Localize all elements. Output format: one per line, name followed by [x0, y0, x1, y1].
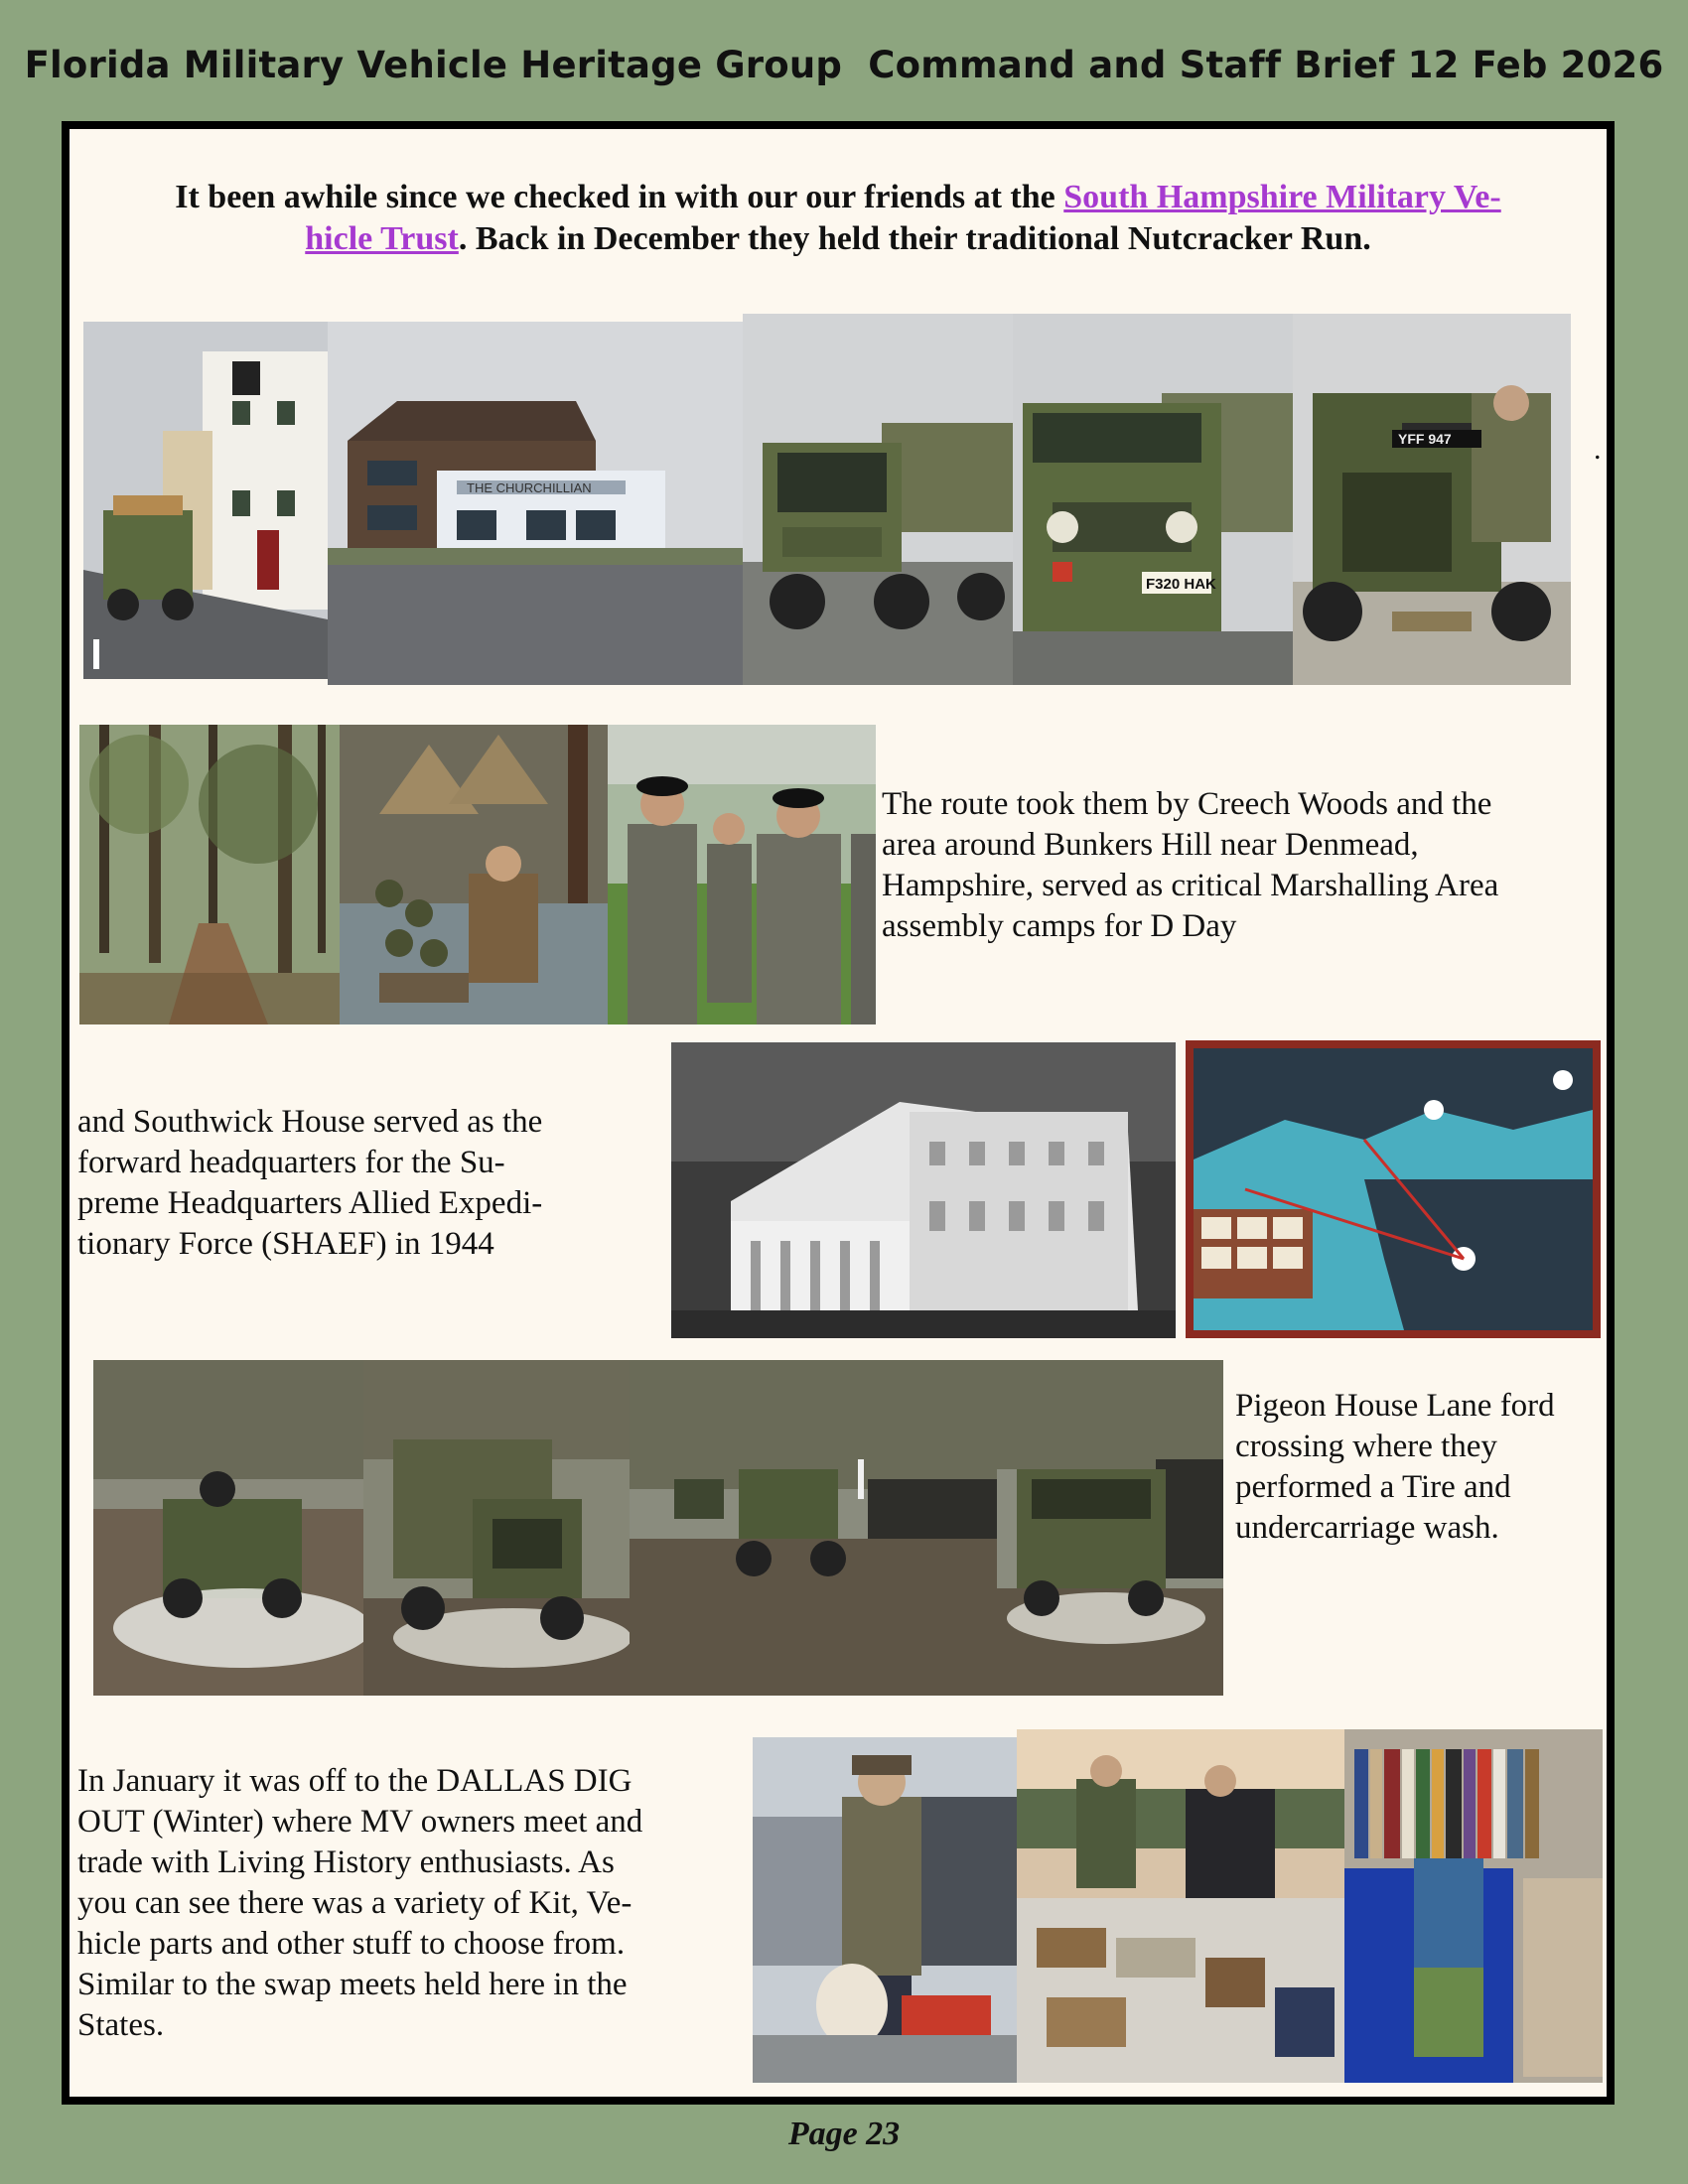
- photo-gmc-truck-ford: [363, 1360, 630, 1696]
- dallas-caption-line-5: hicle parts and other stuff to choose from.: [77, 1926, 626, 1962]
- photo-swap-meet-table: [1017, 1729, 1344, 2083]
- intro-text-start: It been awhile since we checked in with our our friends at the: [175, 179, 1064, 215]
- intro-text-end: . Back in December they held their traditional Nutcracker Run.: [458, 220, 1371, 257]
- ford-caption-line-1: Pigeon House Lane ford: [1235, 1388, 1555, 1424]
- content-panel: [62, 121, 1615, 2105]
- intro-line-2: [70, 218, 1607, 260]
- dallas-caption-line-6: Similar to the swap meets held here in the: [77, 1967, 628, 2002]
- plate-right: YFF 947: [1398, 431, 1452, 447]
- southwick-caption-line-1: and Southwick House served as the: [77, 1104, 543, 1140]
- ford-caption-line-4: undercarriage wash.: [1235, 1510, 1499, 1546]
- southwick-caption-line-3: preme Headquarters Allied Expedi-: [77, 1185, 543, 1221]
- photo-churchillian-pub: [328, 322, 743, 685]
- page-number: Page 23: [787, 2116, 901, 2152]
- ford-caption-line-2: crossing where they: [1235, 1429, 1497, 1464]
- photo-books-crate: [1344, 1729, 1603, 2083]
- dallas-caption-line-7: States.: [77, 2007, 165, 2043]
- photo-land-rover: [1013, 314, 1293, 685]
- photo-southwick-house: [671, 1042, 1176, 1338]
- photo-reenactor-camp: [340, 725, 608, 1024]
- woods-caption-line-2: area around Bunkers Hill near Denmead,: [882, 827, 1419, 863]
- plate-centre: F320 HAK: [1146, 576, 1216, 593]
- ford-caption: [1235, 1386, 1555, 1549]
- photo-dday-map-room: [1186, 1040, 1601, 1338]
- smvt-link-part2[interactable]: hicle Trust: [305, 220, 459, 257]
- photo-jeeps-lane-ford: [630, 1360, 997, 1696]
- dallas-caption-line-3: trade with Living History enthusiasts. As: [77, 1844, 615, 1880]
- page-header: [0, 44, 1688, 86]
- header-org: Florida Military Vehicle Heritage Group: [24, 44, 843, 86]
- photo-ww2-lorry-engine: [1293, 314, 1571, 685]
- trailing-mark: .: [1594, 433, 1602, 466]
- dallas-caption-line-1: In January it was off to the DALLAS DIG: [77, 1763, 633, 1799]
- photo-jeep-ford-splash: [93, 1360, 363, 1696]
- southwick-caption-line-2: forward headquarters for the Su-: [77, 1145, 505, 1180]
- dallas-caption-line-4: you can see there was a variety of Kit, Ve-: [77, 1885, 633, 1921]
- intro-paragraph: [70, 177, 1607, 260]
- dallas-caption-line-2: OUT (Winter) where MV owners meet and: [77, 1804, 643, 1840]
- photo-unimog-truck: [743, 314, 1013, 685]
- southwick-caption-line-4: tionary Force (SHAEF) in 1944: [77, 1226, 494, 1262]
- ford-caption-line-3: performed a Tire and: [1235, 1469, 1511, 1505]
- smvt-link-part1[interactable]: South Hampshire Military Ve-: [1063, 179, 1501, 215]
- intro-line-1: [70, 177, 1607, 218]
- woods-caption: [882, 784, 1498, 947]
- woods-caption-line-3: Hampshire, served as critical Marshalling Area: [882, 868, 1499, 903]
- header-brief: Command and Staff Brief 12 Feb 2026: [868, 44, 1664, 86]
- photo-dodge-ford: [997, 1360, 1223, 1696]
- photo-soldiers-berets: [608, 725, 876, 1024]
- photo-man-with-dog: [753, 1737, 1017, 2083]
- woods-caption-line-1: The route took them by Creech Woods and the: [882, 786, 1492, 822]
- southwick-caption: [77, 1102, 542, 1265]
- photo-creech-woods-path: [79, 725, 340, 1024]
- pub-sign-text: THE CHURCHILLIAN: [467, 480, 592, 495]
- woods-caption-line-4: assembly camps for D Day: [882, 908, 1237, 944]
- dallas-caption: [77, 1761, 642, 2046]
- photo-village-street-truck: [83, 322, 328, 679]
